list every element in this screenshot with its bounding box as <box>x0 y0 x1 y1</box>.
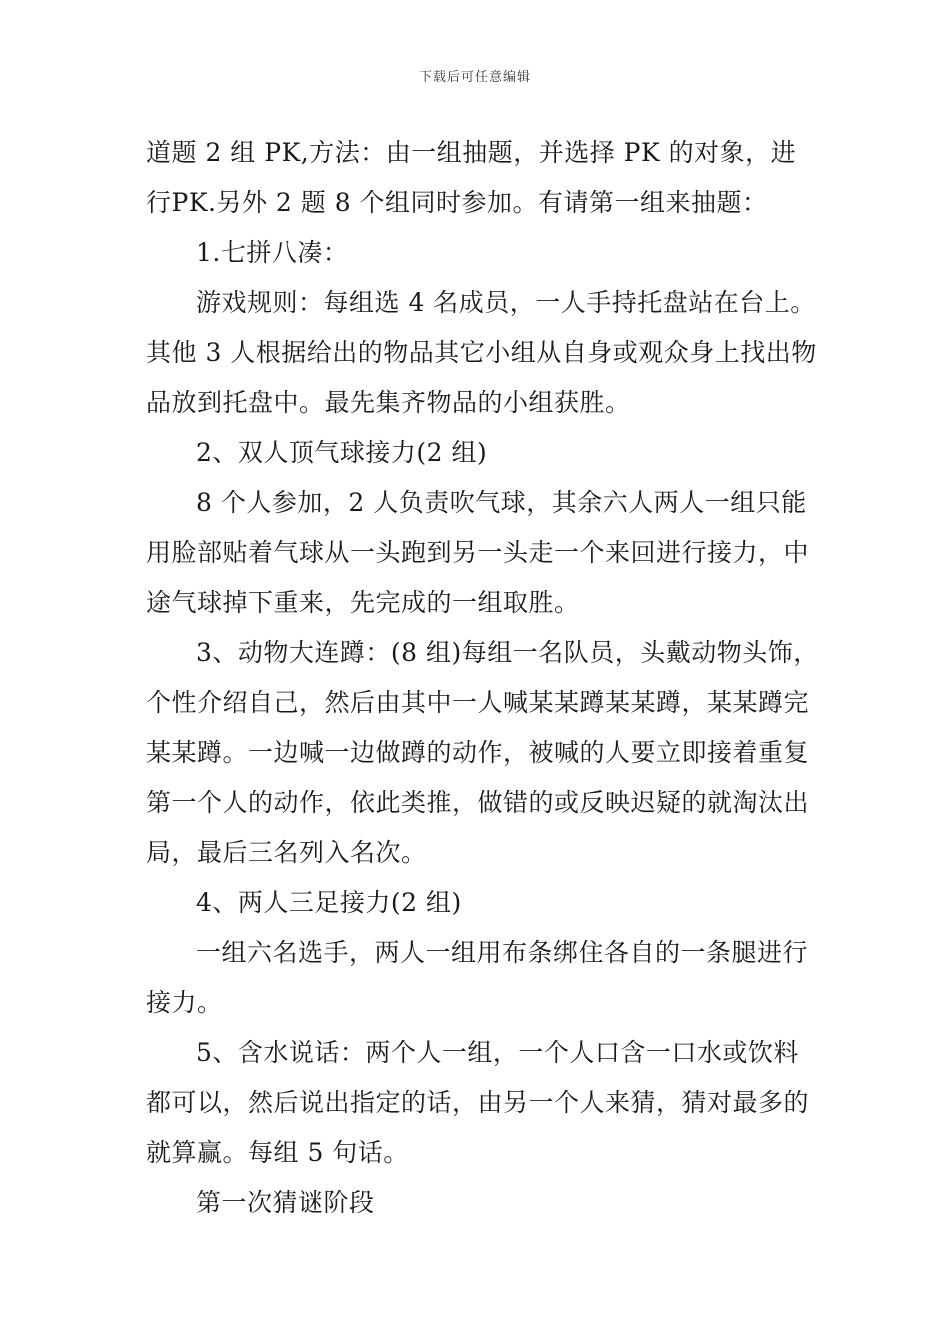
paragraph-item-1-title: 1.七拼八凑： <box>196 238 349 267</box>
paragraph-section-heading: 第一次猜谜阶段 <box>196 1188 375 1217</box>
document-body <box>146 128 821 1228</box>
header-note: 下载后可任意编辑 <box>418 70 531 85</box>
paragraph-item-2-rules: 8 个人参加，2 人负责吹气球，其余六人两人一组只能用脸部贴着气球从一头跑到另一头走一个来回进行接力，中途气球掉下重来，先完成的一组取胜。 <box>146 488 810 617</box>
paragraph-item-2-title: 2、双人顶气球接力(2 组) <box>196 438 488 467</box>
paragraph-item-3: 3、动物大连蹲：(8 组)每组一名队员，头戴动物头饰，个性介绍自己，然后由其中一人喊某某蹲某某蹲，某某蹲完某某蹲。一边喊一边做蹲的动作，被喊的人要立即接着重复第一个人的动作，依此类推，做错的或反映迟疑的就淘汰出局，最后三名列入名次。 <box>146 638 819 867</box>
paragraph-item-1-rules: 游戏规则：每组选 4 名成员，一人手持托盘站在台上。其他 3 人根据给出的物品其它小组从自身或观众身上找出物品放到托盘中。最先集齐物品的小组获胜。 <box>146 288 817 417</box>
paragraph-item-4-title: 4、两人三足接力(2 组) <box>196 888 462 917</box>
paragraph-intro: 道题 2 组 PK,方法：由一组抽题，并选择 PK 的对象，进行PK.另外 2 题 8 个组同时参加。有请第一组来抽题： <box>146 138 797 217</box>
paragraph-item-4-rules: 一组六名选手，两人一组用布条绑住各自的一条腿进行接力。 <box>146 938 809 1017</box>
paragraph-item-5: 5、含水说话：两个人一组，一个人口含一口水或饮料都可以，然后说出指定的话，由另一个人来猜，猜对最多的就算赢。每组 5 句话。 <box>146 1038 810 1167</box>
